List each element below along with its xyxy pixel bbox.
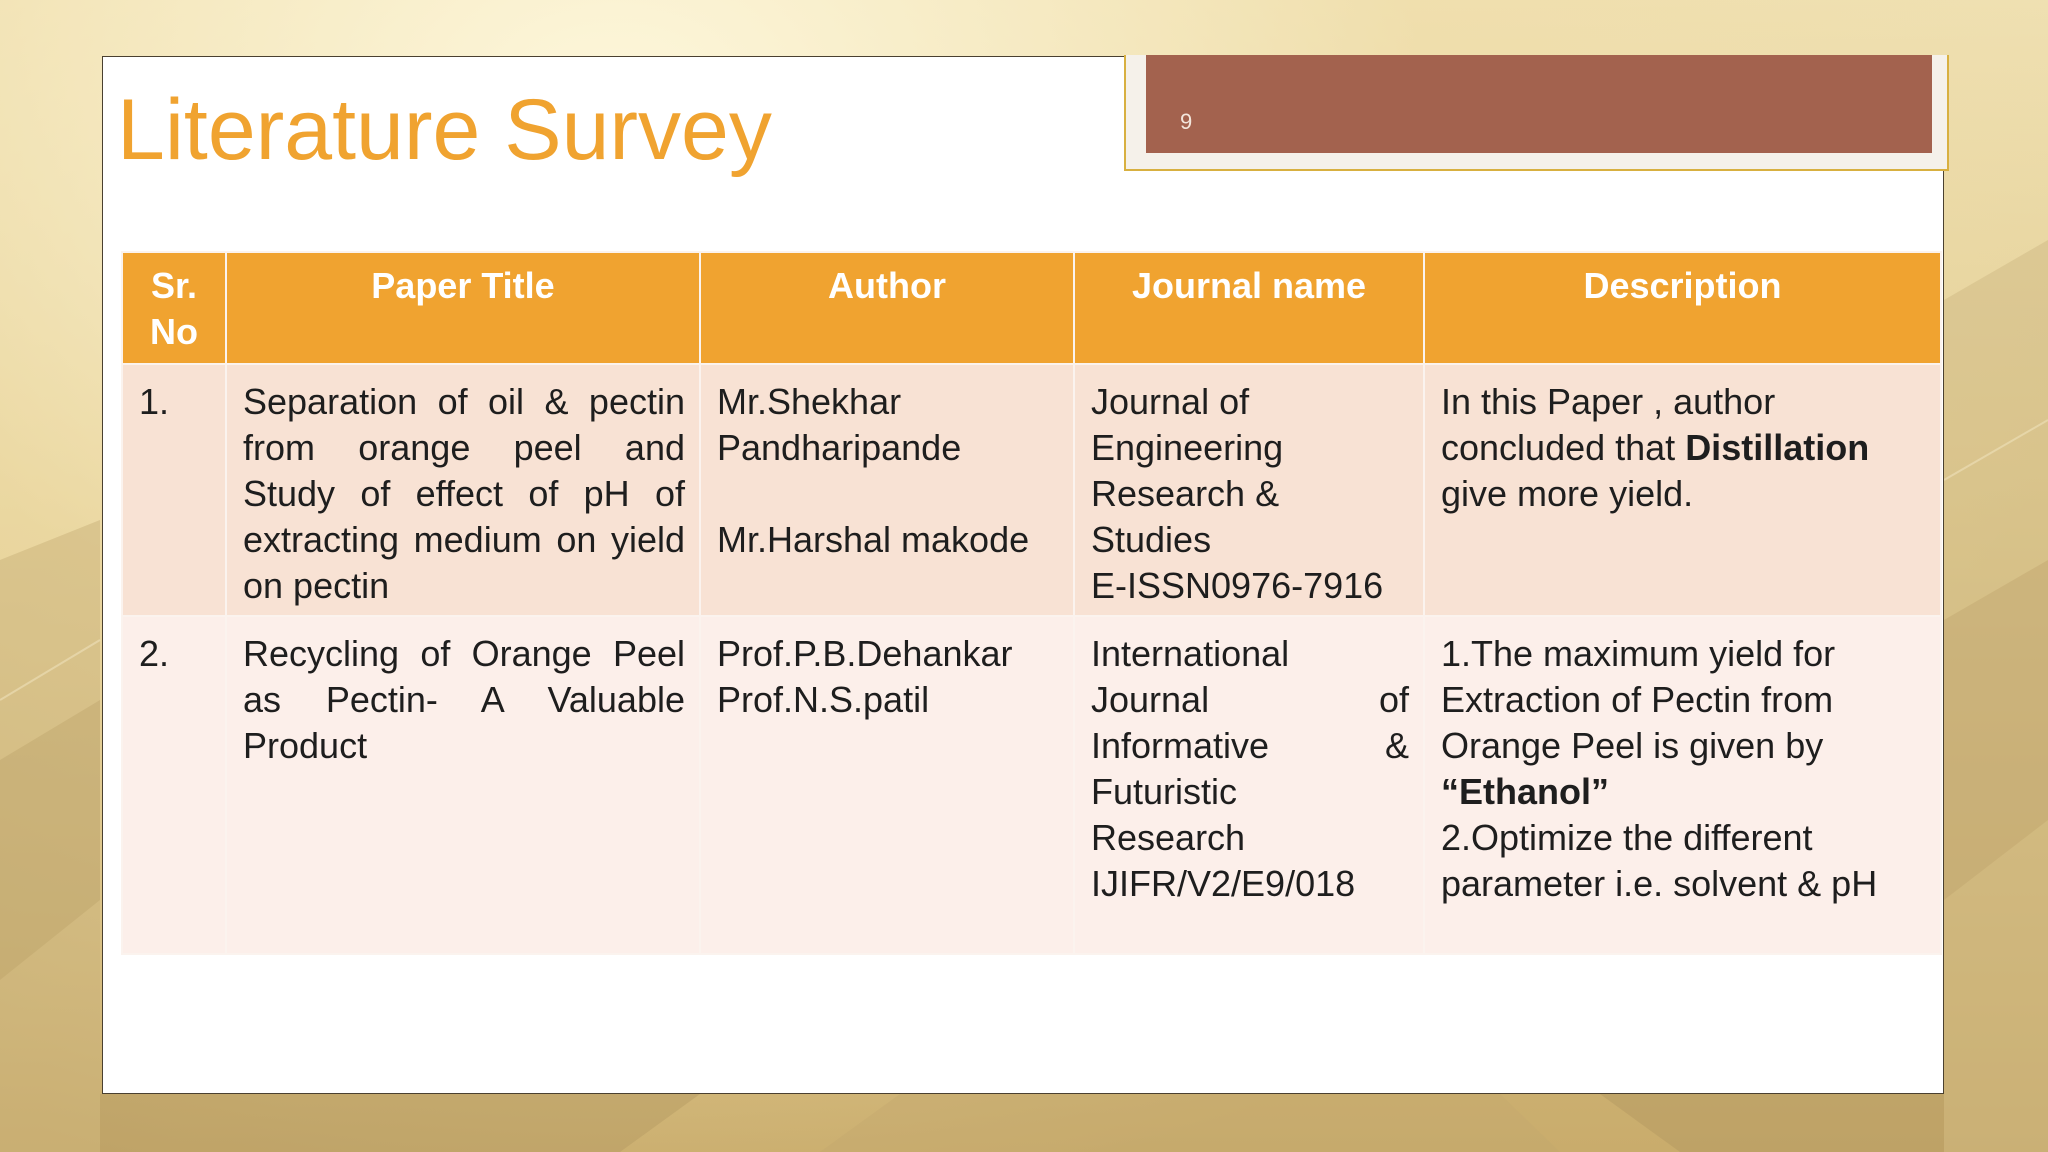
literature-survey-table: [121, 251, 1942, 955]
description-highlight: Distillation: [1685, 427, 1870, 468]
header-author: Author: [700, 252, 1074, 364]
description-highlight: “Ethanol”: [1441, 771, 1609, 812]
description-text: In this Paper , author concluded that: [1441, 381, 1776, 468]
journal-code: IJIFR/V2/E9/018: [1091, 863, 1356, 904]
header-journal-name: Journal name: [1074, 252, 1424, 364]
journal-line-4: Futuristic: [1091, 771, 1238, 812]
journal-line-2-left: Journal: [1091, 679, 1210, 720]
cell-journal-name: [1074, 616, 1424, 954]
cell-author: [700, 616, 1074, 954]
journal-issn: E-ISSN0976-7916: [1091, 565, 1384, 606]
author-gap: [717, 471, 1059, 517]
journal-title: Journal of Engineering Research & Studies: [1091, 381, 1284, 560]
cell-description: [1424, 616, 1941, 954]
cell-paper-title: Separation of oil & pectin from orange peel and Study of effect of pH of extracting medium on yield on pectin: [226, 364, 700, 616]
table-header-row: [122, 252, 1941, 364]
author-name: Prof.N.S.patil: [717, 679, 930, 720]
header-description: Description: [1424, 252, 1941, 364]
journal-line-3-right: &: [1384, 725, 1409, 766]
header-sr-no-line1: Sr.: [150, 265, 198, 306]
cell-paper-title: Recycling of Orange Peel as Pectin- A Valuable Product: [226, 616, 700, 954]
journal-line-3-left: Informative: [1091, 725, 1270, 766]
journal-line-2-right: of: [1378, 679, 1409, 720]
slide-title: Literature Survey: [117, 82, 772, 178]
cell-sr-no: 2.: [122, 616, 226, 954]
table-row: [122, 616, 1941, 954]
author-name: Mr.Shekhar Pandharipande: [717, 381, 962, 468]
description-text-end: give more yield.: [1441, 473, 1694, 514]
slide-number-frame: [1124, 55, 1949, 171]
cell-sr-no: 1.: [122, 364, 226, 616]
cell-journal-name: [1074, 364, 1424, 616]
author-name: Mr.Harshal makode: [717, 519, 1030, 560]
author-name: Prof.P.B.Dehankar: [717, 633, 1013, 674]
description-point-1: 1.The maximum yield for Extraction of Pectin from Orange Peel is given by: [1441, 633, 1836, 766]
header-sr-no: [122, 252, 226, 364]
journal-line-3: [1091, 723, 1409, 769]
header-paper-title: Paper Title: [226, 252, 700, 364]
description-point-2: 2.Optimize the different parameter i.e. solvent & pH: [1441, 817, 1878, 904]
journal-line-2: [1091, 677, 1409, 723]
cell-description: [1424, 364, 1941, 616]
slide-number-bar: [1146, 55, 1932, 153]
cell-author: [700, 364, 1074, 616]
header-sr-no-line2: No: [150, 311, 198, 352]
table-row: [122, 364, 1941, 616]
slide-number: 9: [1180, 109, 1193, 134]
journal-line-5: Research: [1091, 817, 1246, 858]
journal-line-1: International: [1091, 633, 1290, 674]
